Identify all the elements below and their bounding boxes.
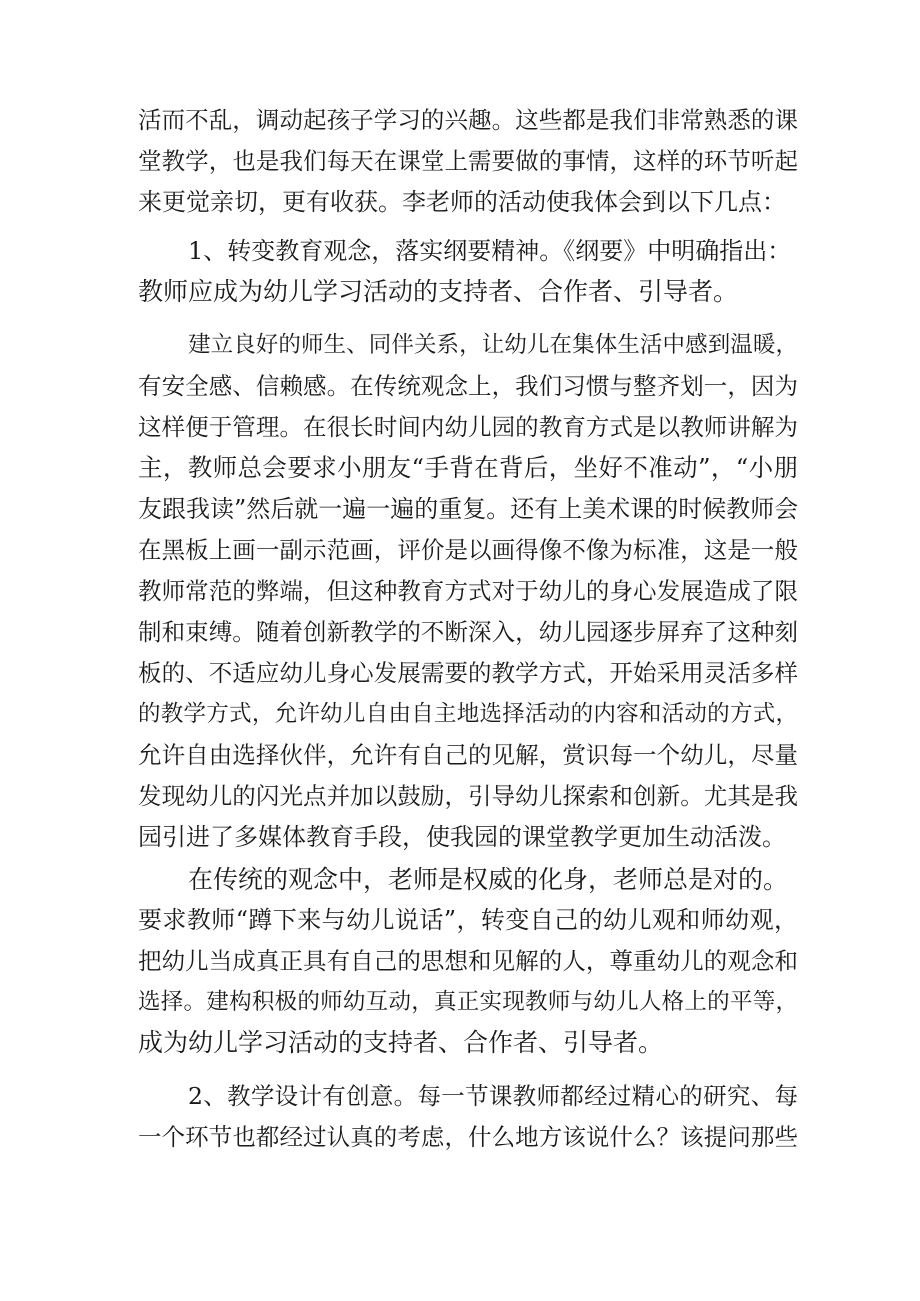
text-line: 堂教学，也是我们每天在课堂上需要做的事情，这样的环节听起 [138, 147, 798, 175]
text-line: 要求教师“蹲下来与幼儿说话”，转变自己的幼儿观和师幼观， [138, 906, 798, 934]
text-line: 制和束缚。随着创新教学的不断深入，幼儿园逐步屏弃了这种刻 [138, 618, 798, 646]
text-line: 活而不乱，调动起孩子学习的兴趣。这些都是我们非常熟悉的课 [138, 106, 798, 134]
text-line: 来更觉亲切，更有收获。李老师的活动使我体会到以下几点： [138, 188, 786, 216]
text-line: 在黑板上画一副示范画，评价是以画得像不像为标准，这是一般 [138, 536, 798, 564]
text-line: 建立良好的师生、同伴关系，让幼儿在集体生活中感到温暖， [188, 332, 798, 358]
text-line: 的教学方式，允许幼儿自由自主地选择活动的内容和活动的方式， [138, 701, 798, 727]
text-line: 园引进了多媒体教育手段，使我园的课堂教学更加生动活泼。 [138, 823, 786, 851]
text-line: 教师常范的弊端，但这种教育方式对于幼儿的身心发展造成了限 [138, 577, 798, 605]
text-line: 2、教学设计有创意。每一节课教师都经过精心的研究、每 [188, 1082, 798, 1110]
text-line: 主，教师总会要求小朋友“手背在背后，坐好不准动”，“小朋 [138, 453, 798, 482]
text-line: 成为幼儿学习活动的支持者、合作者、引导者。 [138, 1028, 664, 1057]
text-line: 允许自由选择伙伴，允许有自己的见解，赏识每一个幼儿，尽量 [138, 741, 798, 769]
text-line: 在传统的观念中，老师是权威的化身，老师总是对的。 [188, 865, 789, 894]
text-line: 一个环节也都经过认真的考虑，什么地方该说什么？该提问那些 [138, 1123, 798, 1151]
text-line: 板的、不适应幼儿身心发展需要的教学方式，开始采用灵活多样 [138, 659, 798, 687]
text-line: 把幼儿当成真正具有自己的思想和见解的人，尊重幼儿的观念和 [138, 947, 798, 975]
text-line: 发现幼儿的闪光点并加以鼓励，引导幼儿探索和创新。尤其是我 [138, 782, 798, 810]
text-line: 选择。建构积极的师幼互动，真正实现教师与幼儿人格上的平等， [138, 989, 798, 1015]
text-line: 有安全感、信赖感。在传统观念上，我们习惯与整齐划一，因为 [138, 372, 798, 400]
text-line: 友跟我读”然后就一遍一遍的重复。还有上美术课的时候教师会 [138, 495, 799, 523]
text-line: 1、转变教育观念，落实纲要精神。《纲要》中明确指出： [188, 237, 792, 265]
text-line: 这样便于管理。在很长时间内幼儿园的教育方式是以教师讲解为 [138, 413, 798, 441]
text-line: 教师应成为幼儿学习活动的支持者、合作者、引导者。 [138, 277, 739, 306]
